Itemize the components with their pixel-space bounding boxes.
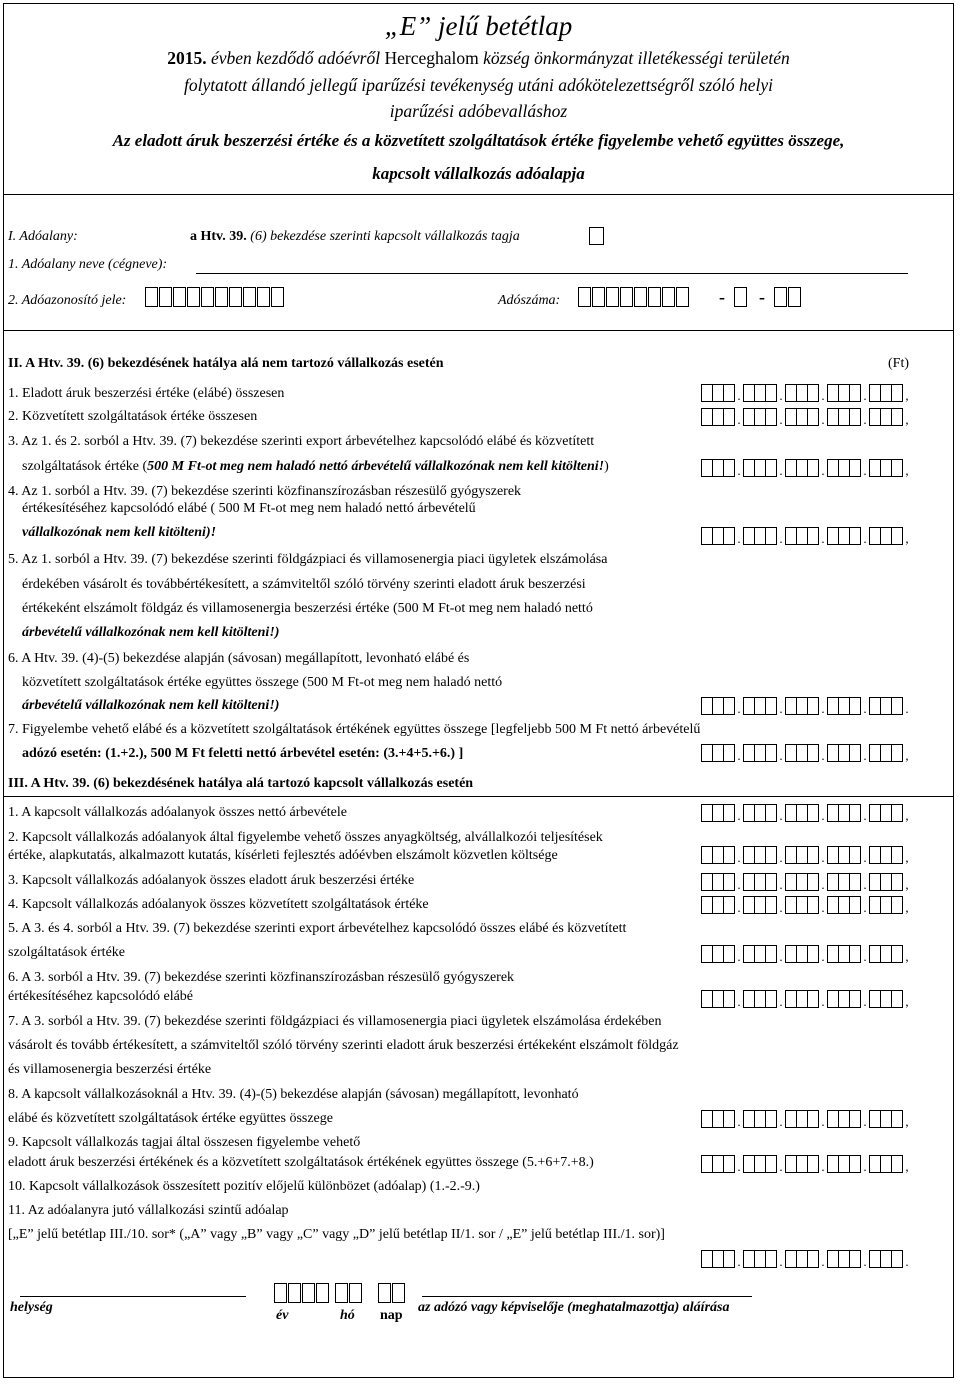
amount-field[interactable] [701, 873, 911, 891]
amount-field[interactable] [701, 846, 911, 864]
tax-number-dash-2: - [759, 287, 765, 307]
s2-row3-label-b: szolgáltatások értéke (500 M Ft-ot meg nem haladó nettó árbevételű vállalkozónak nem kell kitölteni!) [22, 459, 609, 474]
digit-separator: . [737, 701, 741, 716]
digit-separator: . [737, 1114, 741, 1129]
section1-desc: a Htv. 39. (6) bekezdése szerinti kapcsolt vállalkozás tagja [190, 229, 520, 244]
digit-separator: . [821, 531, 825, 546]
digit-cell[interactable] [378, 1283, 391, 1303]
digit-cell[interactable] [187, 287, 200, 307]
s2-row6-label-b: közvetített szolgáltatások értéke együttes összege (500 M Ft-ot meg nem haladó nettó [22, 675, 503, 690]
digit-separator: . [821, 388, 825, 403]
s2-row5-label-a: 5. Az 1. sorból a Htv. 39. (7) bekezdése szerinti földgázpiaci és villamosenergia piaci ügyletek elszámolása [8, 552, 608, 567]
s3-row9-label-b: eladott áruk beszerzési értékének és a közvetített szolgáltatások értékének együttes összege (5.+6+7.+8.) [8, 1155, 594, 1170]
digit-group[interactable] [869, 846, 903, 864]
digit-separator: . [821, 1254, 825, 1269]
digit-separator: . [821, 994, 825, 1009]
digit-separator: . [863, 900, 867, 915]
s2-row7-label-a: 7. Figyelembe vehető elábé és a közvetített szolgáltatások értékének együttes összege [legfeljebb 500 M Ft nettó árbevételű [8, 722, 701, 737]
digit-cell[interactable] [316, 1283, 329, 1303]
amount-field[interactable] [701, 408, 911, 426]
digit-group[interactable] [743, 846, 777, 864]
related-company-checkbox[interactable] [589, 227, 604, 245]
digit-separator: . [821, 850, 825, 865]
digit-separator: . [863, 850, 867, 865]
digit-cell[interactable] [734, 287, 747, 307]
digit-cell[interactable] [676, 287, 689, 307]
digit-separator: . [737, 463, 741, 478]
digit-group[interactable] [785, 1250, 819, 1268]
digit-group[interactable] [785, 846, 819, 864]
taxpayer-name-label: 1. Adóalany neve (cégneve): [8, 257, 168, 272]
digit-group[interactable] [743, 873, 777, 891]
digit-group[interactable] [827, 459, 861, 477]
digit-separator: . [863, 994, 867, 1009]
digit-separator: . [863, 949, 867, 964]
digit-separator: . [779, 900, 783, 915]
digit-separator: . [779, 701, 783, 716]
amount-field[interactable] [701, 896, 911, 914]
s3-row2-label-b: értéke, alapkutatás, alkalmazott kutatás, kísérleti fejlesztés adóévben elszámolt közvetlen költsége [8, 848, 558, 863]
amount-field[interactable] [701, 384, 911, 402]
digit-group[interactable] [869, 873, 903, 891]
date-year-field[interactable] [274, 1283, 330, 1303]
header-line-5: kapcsolt vállalkozás adóalapja [372, 164, 585, 183]
digit-group[interactable] [785, 697, 819, 715]
digit-separator: . [821, 900, 825, 915]
s3-row11-formula: [„E” jelű betétlap III./10. sor* („A” vagy „B” vagy „C” vagy „D” jelű betétlap II/1. sor / „E” jelű betétlap III./1. sor)] [8, 1227, 665, 1242]
s3-row7-label-c: és villamosenergia beszerzési értéke [8, 1062, 212, 1077]
s3-row9-label-a: 9. Kapcsolt vállalkozás tagjai által összesen figyelembe vehető [8, 1135, 361, 1150]
digit-cell[interactable] [606, 287, 619, 307]
digit-group[interactable] [869, 804, 903, 822]
digit-cell[interactable] [335, 1283, 348, 1303]
digit-separator: . [863, 1114, 867, 1129]
s3-row11-label: 11. Az adóalanyra jutó vállalkozási szintű adóalap [8, 1203, 289, 1218]
digit-cell[interactable] [288, 1283, 301, 1303]
digit-cell[interactable] [229, 287, 242, 307]
digit-separator: . [863, 463, 867, 478]
signature-label: az adózó vagy képviselője (meghatalmazottja) aláírása [418, 1300, 730, 1315]
section-divider [3, 330, 954, 331]
digit-group[interactable] [701, 744, 735, 762]
amount-field[interactable] [701, 1110, 911, 1128]
digit-group[interactable] [743, 1110, 777, 1128]
digit-separator: . [737, 900, 741, 915]
digit-group[interactable] [701, 384, 735, 402]
digit-group[interactable] [701, 804, 735, 822]
digit-separator: . [779, 388, 783, 403]
digit-group[interactable] [869, 1110, 903, 1128]
digit-separator: , [905, 994, 909, 1009]
digit-group[interactable] [827, 896, 861, 914]
digit-separator: . [863, 412, 867, 427]
digit-group[interactable] [827, 1110, 861, 1128]
digit-separator: . [779, 949, 783, 964]
digit-separator: . [863, 808, 867, 823]
digit-separator: . [737, 994, 741, 1009]
digit-separator: . [863, 701, 867, 716]
digit-group[interactable] [785, 804, 819, 822]
digit-group[interactable] [743, 697, 777, 715]
s2-row7-label-b: adózó esetén: (1.+2.), 500 M Ft feletti nettó árbevétel esetén: (3.+4+5.+6.) ] [22, 746, 464, 761]
amount-field[interactable] [701, 697, 911, 715]
month-label: hó [340, 1308, 355, 1323]
digit-group[interactable] [785, 408, 819, 426]
digit-group[interactable] [827, 990, 861, 1008]
day-label: nap [380, 1308, 403, 1323]
amount-field[interactable] [701, 744, 911, 762]
digit-separator: . [821, 949, 825, 964]
s3-row3-label: 3. Kapcsolt vállalkozás adóalanyok összes eladott áruk beszerzési értéke [8, 873, 415, 888]
digit-group[interactable] [827, 873, 861, 891]
digit-separator: . [737, 850, 741, 865]
digit-separator: , [905, 463, 909, 478]
digit-separator: . [863, 877, 867, 892]
digit-separator: . [737, 1159, 741, 1174]
s2-row6-label-a: 6. A Htv. 39. (4)-(5) bekezdése alapján (sávosan) megállapított, levonható elábé és [8, 651, 470, 666]
digit-separator: . [863, 531, 867, 546]
digit-separator: . [779, 808, 783, 823]
s3-row6-label-b: értékesítéséhez kapcsolódó elábé [8, 989, 194, 1004]
digit-group[interactable] [743, 459, 777, 477]
digit-cell[interactable] [774, 287, 787, 307]
digit-cell[interactable] [274, 1283, 287, 1303]
header-line-2: folytatott állandó jellegű iparűzési tevékenység utáni adókötelezettségről szóló helyi [183, 75, 774, 95]
digit-separator: . [779, 994, 783, 1009]
digit-cell[interactable] [243, 287, 256, 307]
signature-line [422, 1296, 752, 1297]
digit-group[interactable] [701, 896, 735, 914]
digit-group[interactable] [701, 873, 735, 891]
digit-separator: . [779, 1159, 783, 1174]
digit-group[interactable] [827, 1250, 861, 1268]
digit-group[interactable] [743, 804, 777, 822]
digit-separator: . [821, 748, 825, 763]
s3-row5-label-a: 5. A 3. és 4. sorból a Htv. 39. (7) bekezdése szerinti export árbevételhez kapcsolódó összes elábé és közvetített [8, 921, 627, 936]
digit-group[interactable] [743, 1250, 777, 1268]
s3-row6-label-a: 6. A 3. sorból a Htv. 39. (7) bekezdése szerinti közfinanszírozásban részesülő gyógyszerek [8, 970, 515, 985]
digit-group[interactable] [869, 408, 903, 426]
digit-group[interactable] [701, 459, 735, 477]
header-line-4: Az eladott áruk beszerzési értéke és a közvetített szolgáltatások értéke figyelembe vehető együttes összege, [112, 131, 845, 150]
digit-cell[interactable] [788, 287, 801, 307]
s2-row4-label-b: értékesítéséhez kapcsolódó elábé ( 500 M Ft-ot meg nem haladó nettó árbevételű [22, 501, 476, 516]
s2-row6-label-c: árbevételű vállalkozónak nem kell kitölteni!) [22, 698, 280, 713]
digit-group[interactable] [827, 945, 861, 963]
digit-separator: . [779, 412, 783, 427]
digit-separator: . [821, 877, 825, 892]
digit-group[interactable] [869, 459, 903, 477]
digit-cell[interactable] [201, 287, 214, 307]
date-month-field[interactable] [335, 1283, 363, 1303]
digit-cell[interactable] [215, 287, 228, 307]
tax-number-field-county[interactable] [774, 287, 802, 307]
s2-row3-label-a: 3. Az 1. és 2. sorból a Htv. 39. (7) bekezdése szerinti export árbevételhez kapcsolódó elábé és közvetített [8, 434, 595, 449]
digit-group[interactable] [827, 384, 861, 402]
s2-row2-label: 2. Közvetített szolgáltatások értéke összesen [8, 409, 258, 424]
digit-separator: , [905, 531, 909, 546]
digit-cell[interactable] [145, 287, 158, 307]
digit-group[interactable] [785, 744, 819, 762]
digit-separator: , [905, 877, 909, 892]
s2-row5-label-b: érdekében vásárolt és továbbértékesített, a számviteltől szóló törvény szerinti eladott áruk beszerzési [22, 577, 586, 592]
place-label: helység [10, 1300, 53, 1315]
digit-separator: . [737, 1254, 741, 1269]
digit-cell[interactable] [159, 287, 172, 307]
digit-separator: . [905, 701, 909, 716]
digit-separator: . [737, 949, 741, 964]
digit-separator: . [779, 463, 783, 478]
digit-separator: . [905, 1254, 909, 1269]
digit-group[interactable] [827, 744, 861, 762]
s2-row1-label: 1. Eladott áruk beszerzési értéke (elábé) összesen [8, 386, 285, 401]
digit-cell[interactable] [634, 287, 647, 307]
digit-separator: , [905, 1159, 909, 1174]
digit-cell[interactable] [349, 1283, 362, 1303]
header-line-3: iparűzési adóbevalláshoz [389, 101, 568, 121]
digit-group[interactable] [743, 744, 777, 762]
digit-group[interactable] [827, 408, 861, 426]
s3-row7-label-a: 7. A 3. sorból a Htv. 39. (7) bekezdése szerinti földgázpiaci és villamosenergia piaci ügyletek elszámolása érdekében [8, 1014, 662, 1029]
digit-cell[interactable] [592, 287, 605, 307]
digit-separator: . [863, 388, 867, 403]
s3-row10-label: 10. Kapcsolt vállalkozások összesített pozitív előjelű különbözet (adóalap) (1.-2.-9.) [8, 1179, 480, 1194]
digit-separator: , [905, 1114, 909, 1129]
digit-separator: . [737, 877, 741, 892]
s3-row2-label-a: 2. Kapcsolt vállalkozás adóalanyok által figyelembe vehető összes anyagköltség, alvállalkozói teljesítések [8, 830, 603, 845]
digit-separator: . [779, 531, 783, 546]
tax-id-label: 2. Adóazonosító jele: [8, 293, 127, 308]
digit-group[interactable] [785, 990, 819, 1008]
amount-field[interactable] [701, 1250, 911, 1268]
digit-separator: , [905, 748, 909, 763]
s2-row5-label-c: értékeként elszámolt földgáz és villamosenergia beszerzési értéke (500 M Ft-ot meg nem haladó nettó [22, 601, 593, 616]
digit-group[interactable] [701, 1155, 735, 1173]
digit-separator: , [905, 808, 909, 823]
digit-separator: . [821, 463, 825, 478]
amount-field[interactable] [701, 1155, 911, 1173]
digit-cell[interactable] [173, 287, 186, 307]
digit-group[interactable] [827, 1155, 861, 1173]
s3-row1-label: 1. A kapcsolt vállalkozás adóalanyok összes nettó árbevétele [8, 805, 348, 820]
digit-separator: . [737, 808, 741, 823]
amount-field[interactable] [701, 459, 911, 477]
digit-cell[interactable] [620, 287, 633, 307]
digit-separator: . [779, 850, 783, 865]
digit-group[interactable] [827, 527, 861, 545]
digit-separator: . [863, 1254, 867, 1269]
digit-group[interactable] [701, 945, 735, 963]
digit-group[interactable] [869, 1250, 903, 1268]
digit-group[interactable] [701, 846, 735, 864]
digit-group[interactable] [701, 1250, 735, 1268]
digit-group[interactable] [701, 1110, 735, 1128]
tax-number-label: Adószáma: [498, 293, 561, 308]
digit-group[interactable] [743, 896, 777, 914]
form-title: „E” jelű betétlap [384, 11, 573, 41]
section1-label: I. Adóalany: [8, 229, 78, 244]
digit-cell[interactable] [302, 1283, 315, 1303]
digit-cell[interactable] [578, 287, 591, 307]
tax-id-field[interactable] [145, 287, 285, 307]
digit-group[interactable] [701, 408, 735, 426]
amount-field[interactable] [701, 527, 911, 545]
digit-group[interactable] [701, 990, 735, 1008]
digit-separator: , [905, 388, 909, 403]
digit-separator: , [905, 850, 909, 865]
s3-row7-label-b: vásárolt és tovább értékesített, a számviteltől szóló törvény szerinti eladott áruk beszerzési értékeként elszámolt földgáz [8, 1038, 679, 1053]
digit-separator: , [905, 900, 909, 915]
digit-group[interactable] [785, 873, 819, 891]
s2-row4-label-c: vállalkozónak nem kell kitölteni)! [22, 525, 217, 540]
digit-cell[interactable] [392, 1283, 405, 1303]
digit-group[interactable] [785, 1110, 819, 1128]
s3-row8-label-a: 8. A kapcsolt vállalkozásoknál a Htv. 39. (4)-(5) bekezdése alapján (sávosan) megállapított, levonható [8, 1087, 579, 1102]
digit-cell[interactable] [662, 287, 675, 307]
digit-group[interactable] [827, 697, 861, 715]
amount-field[interactable] [701, 990, 911, 1008]
digit-separator: . [863, 1159, 867, 1174]
s3-row5-label-b: szolgáltatások értéke [8, 945, 126, 960]
digit-separator: , [905, 949, 909, 964]
digit-group[interactable] [869, 945, 903, 963]
tax-number-dash-1: - [719, 287, 725, 307]
tax-number-field-main[interactable] [578, 287, 690, 307]
digit-group[interactable] [743, 527, 777, 545]
digit-separator: . [821, 701, 825, 716]
s2-row5-label-d: árbevételű vállalkozónak nem kell kitölteni!) [22, 625, 280, 640]
year-label: év [276, 1308, 289, 1323]
digit-separator: . [779, 1114, 783, 1129]
digit-group[interactable] [785, 384, 819, 402]
place-line [20, 1296, 246, 1297]
digit-group[interactable] [701, 697, 735, 715]
digit-group[interactable] [869, 896, 903, 914]
digit-group[interactable] [785, 459, 819, 477]
amount-field[interactable] [701, 804, 911, 822]
digit-group[interactable] [869, 697, 903, 715]
section-divider [3, 796, 954, 797]
digit-separator: . [779, 1254, 783, 1269]
digit-group[interactable] [869, 1155, 903, 1173]
digit-separator: . [737, 388, 741, 403]
digit-separator: . [821, 808, 825, 823]
section3-title: III. A Htv. 39. (6) bekezdésének hatálya alá tartozó kapcsolt vállalkozás esetén [8, 776, 474, 791]
tax-number-field-vat[interactable] [734, 287, 748, 307]
digit-separator: . [821, 412, 825, 427]
digit-group[interactable] [743, 1155, 777, 1173]
section2-title: II. A Htv. 39. (6) bekezdésének hatálya alá nem tartozó vállalkozás esetén [8, 356, 444, 371]
digit-separator: . [737, 412, 741, 427]
digit-separator: . [821, 1114, 825, 1129]
digit-separator: . [821, 1159, 825, 1174]
digit-group[interactable] [869, 990, 903, 1008]
digit-group[interactable] [785, 527, 819, 545]
digit-group[interactable] [869, 744, 903, 762]
digit-group[interactable] [785, 945, 819, 963]
digit-group[interactable] [785, 1155, 819, 1173]
s3-row4-label: 4. Kapcsolt vállalkozás adóalanyok összes közvetített szolgáltatások értéke [8, 897, 429, 912]
digit-separator: . [737, 748, 741, 763]
digit-group[interactable] [743, 408, 777, 426]
digit-cell[interactable] [257, 287, 270, 307]
digit-separator: . [779, 748, 783, 763]
amount-field[interactable] [701, 945, 911, 963]
digit-group[interactable] [869, 527, 903, 545]
header-line-1: 2015. évben kezdődő adóévről Herceghalom község önkormányzat illetékességi területén [167, 48, 790, 68]
digit-separator: . [737, 531, 741, 546]
digit-separator: . [863, 748, 867, 763]
digit-group[interactable] [743, 945, 777, 963]
s2-row4-label-a: 4. Az 1. sorból a Htv. 39. (7) bekezdése szerinti közfinanszírozásban részesülő gyógyszerek [8, 484, 522, 499]
date-day-field[interactable] [378, 1283, 406, 1303]
digit-group[interactable] [827, 804, 861, 822]
taxpayer-name-field[interactable] [196, 273, 908, 274]
s3-row8-label-b: elábé és közvetített szolgáltatások értéke együttes összege [8, 1111, 333, 1126]
form-header [3, 3, 954, 195]
digit-separator: , [905, 412, 909, 427]
digit-group[interactable] [743, 990, 777, 1008]
digit-group[interactable] [743, 384, 777, 402]
digit-separator: . [779, 877, 783, 892]
currency-unit: (Ft) [888, 356, 909, 371]
digit-group[interactable] [701, 527, 735, 545]
digit-group[interactable] [869, 384, 903, 402]
digit-cell[interactable] [271, 287, 284, 307]
digit-group[interactable] [785, 896, 819, 914]
digit-cell[interactable] [648, 287, 661, 307]
digit-group[interactable] [827, 846, 861, 864]
